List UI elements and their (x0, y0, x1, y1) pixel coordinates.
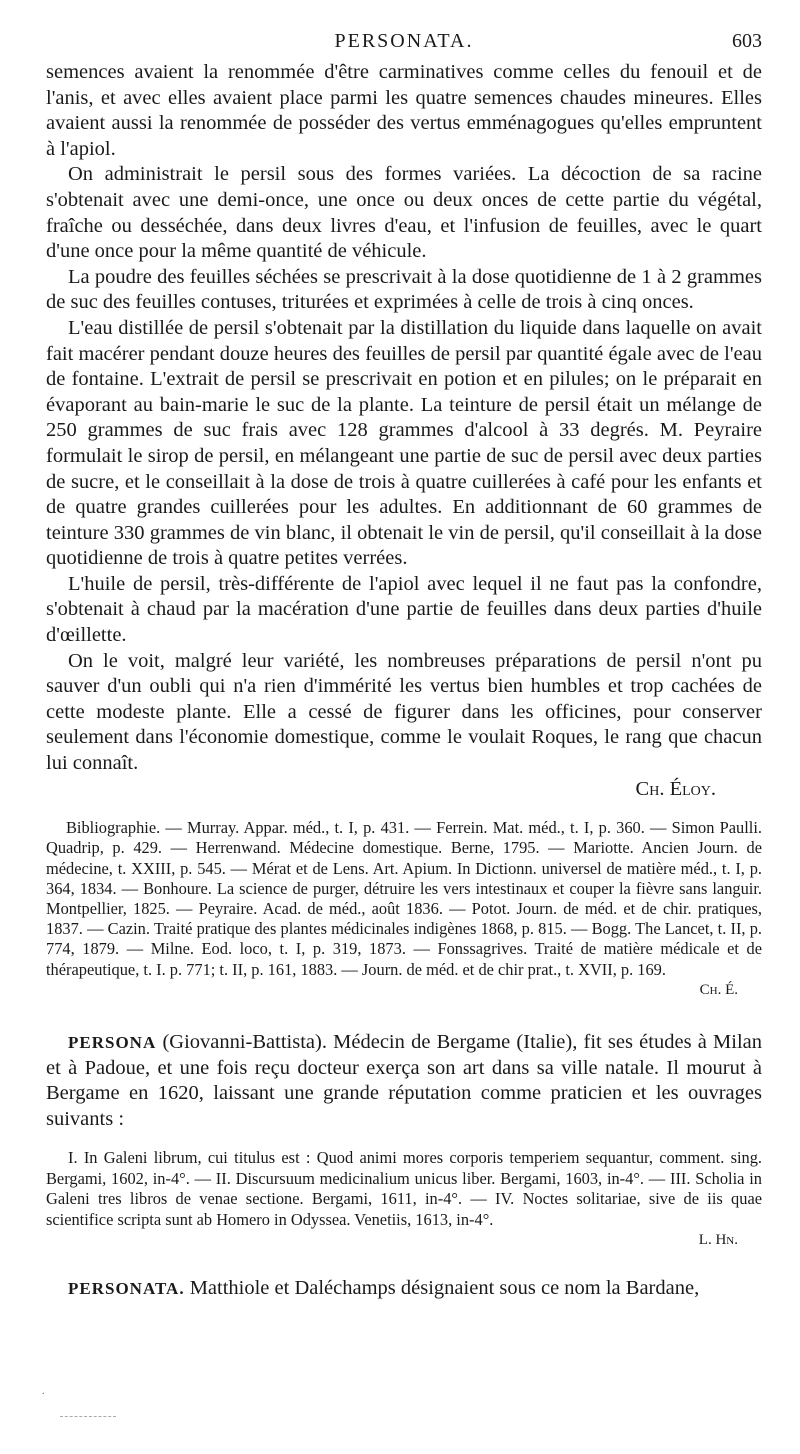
running-title: PERSONATA. (334, 30, 474, 52)
paragraph: semences avaient la renommée d'être carminatives comme celles du fenouil et de l'anis, et avec elles avaient place parmi les quatre semences chaudes mineures. Elles avaient aussi la renommée de posséder des vertus emménagogues qu'elles empruntent à l'apiol. (46, 61, 762, 160)
works-text: I. In Galeni librum, cui titulus est : Quod animi mores corporis temperiem sequantur, comment. sing. Bergami, 1602, in-4°. — II. Discursuum medicinalium unicus liber. Bergami, 1603, in-4°. — III. Scholia in Galeni tres libros de venae sectione. Bergami, 1611, in-4°. — IV. Noctes solitariae, sive de iis quae scientifice scripta sunt ab Homero in Odyssea. Venetiis, 1613, in-4°. (46, 1148, 762, 1229)
entry-headword: PERSONATA. (68, 1279, 185, 1299)
page (46, 24, 762, 1302)
dash-mark (60, 1416, 116, 1417)
paragraph: La poudre des feuilles séchées se prescrivait à la dose quotidienne de 1 à 2 grammes de suc des feuilles contuses, triturées et exprimées à celle de trois à cinq onces. (46, 265, 762, 314)
persona-entry (46, 1030, 762, 1132)
works-signature: L. Hn. (698, 1232, 738, 1249)
stray-mark: . (42, 1386, 45, 1397)
running-head (46, 24, 762, 60)
page-number: 603 (732, 30, 762, 52)
personata-entry (46, 1276, 762, 1302)
author-signature-row (46, 777, 762, 803)
bibliography-text: Bibliographie. — Murray. Appar. méd., t. I, p. 431. — Ferrein. Mat. méd., t. I, p. 360. — Simon Paulli. Quadrip, p. 429. — Herrenwand. Médecine domestique. Berne, 1795. — Mariotte. Ancien Journ. de médecine, t. XXIII, p. 545. — Mérat et de Lens. Art. Apium. In Dictionn. universel de matière méd., t. I, p. 364, 1834. — Bonhoure. La science de purger, détruire les vers intestinaux et couper la fièvre sans languir. Montpellier, 1825. — Peyraire. Acad. de méd., août 1836. — Potot. Journ. de méd. et de chir. pratiques, 1837. — Cazin. Traité pratique des plantes médicinales indigènes 1868, p. 815. — Bogg. The Lancet, t. II, p. 774, 1879. — Milne. Eod. loco, t. I, p. 319, 1873. — Fonssagrives. Traité de matière médicale et de thérapeutique, t. I. p. 771; t. II, p. 161, 1883. — Journ. de méd. et de chir prat., t. XVII, p. 169. (46, 818, 762, 979)
bibliography-signature: Ch. É. (699, 981, 738, 998)
author-signature: Ch. Éloy. (635, 777, 716, 800)
entry-text: Matthiole et Daléchamps désignaient sous ce nom la Bardane, (189, 1277, 700, 1300)
entry-text: (Giovanni-Battista). Médecin de Bergame (Italie), fit ses études à Milan et à Padoue, et une fois reçu docteur exerça son art dans sa ville natale. Il mourut à Bergame en 1620, laissant une grande réputation comme praticien et les ouvrages suivants : (46, 1031, 763, 1130)
persil-article (46, 60, 762, 802)
bibliography (46, 818, 762, 1000)
paragraph: On administrait le persil sous des formes variées. La décoction de sa racine s'obtenait avec une demi-once, une once ou deux onces de cette partie du végétal, fraîche ou desséchée, dans deux livres d'eau, et l'infusion de feuilles, avec le quart d'une once pour la même quantité de véhicule. (46, 163, 762, 263)
paragraph: L'eau distillée de persil s'obtenait par la distillation du liquide dans laquelle on avait fait macérer pendant douze heures des feuilles de persil par quantité égale avec de l'eau de fontaine. L'extrait de persil se prescrivait en potion et en pilules; on le préparait en évaporant au bain-marie le suc de la plante. La teinture de persil était un mélange de 250 grammes de suc frais avec 128 grammes d'alcool à 33 degrés. M. Peyraire formulait le sirop de persil, en mélangeant une partie de suc de persil avec deux parties de sucre, et le conseillait à la dose de trois à quatre cuillerées à café pour les enfants et de quatre grandes cuillerées pour les adultes. En additionnant de 60 grammes de teinture 330 grammes de vin blanc, il obtenait le vin de persil, qu'il conseillait à la dose quotidienne de trois à quatre petites verrées. (46, 316, 762, 570)
works-list (46, 1148, 762, 1250)
paragraph: On le voit, malgré leur variété, les nombreuses préparations de persil n'ont pu sauver d'un oubli qui n'a rien d'immérité les vertus bien humbles et trop cachées de cette modeste plante. Elle a cessé de figurer dans les officines, pour conserver seulement dans l'économie domestique, comme le voulait Roques, le rang que chacun lui connaît. (46, 649, 762, 775)
entry-headword: PERSONA (68, 1033, 157, 1053)
paragraph: L'huile de persil, très-différente de l'apiol avec lequel il ne faut pas la confondre, s'obtenait à chaud par la macération d'une partie de feuilles dans deux parties d'huile d'œillette. (46, 572, 762, 647)
